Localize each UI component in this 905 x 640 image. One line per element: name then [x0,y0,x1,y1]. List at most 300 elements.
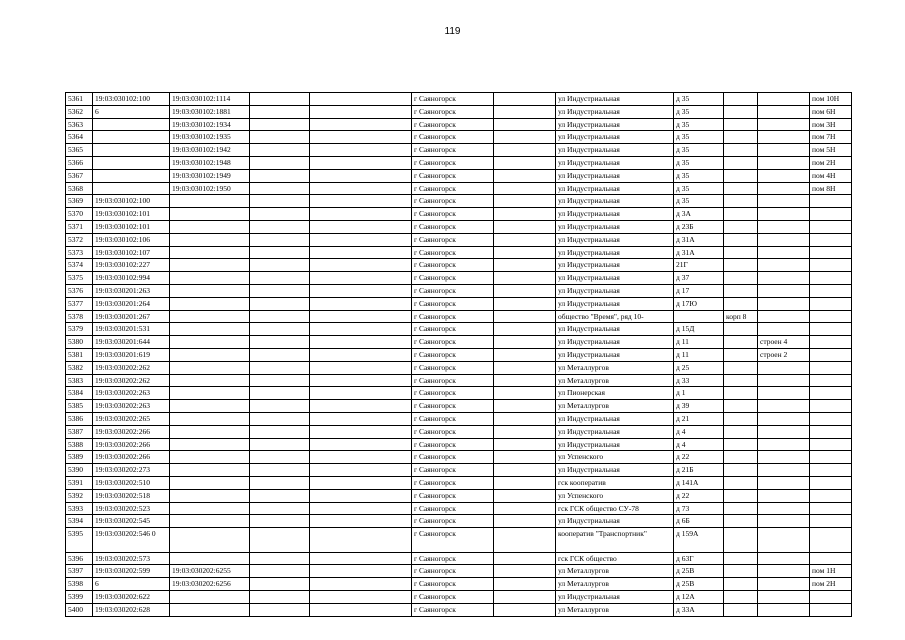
empty-col-c [494,528,556,553]
empty-col-b [310,476,412,489]
building-cell [758,310,810,323]
empty-col-b [310,400,412,413]
cadastral-number-2 [170,425,250,438]
cadastral-number-2: 19:03:030202:6255 [170,565,250,578]
building-cell [758,552,810,565]
city-cell: г Саяногорск [412,169,494,182]
empty-col-b [310,144,412,157]
city-cell: г Саяногорск [412,438,494,451]
property-register-table [65,92,852,617]
row-number: 5373 [66,246,93,259]
room-cell [810,348,852,361]
empty-col-c [494,220,556,233]
cadastral-number-2 [170,310,250,323]
room-cell: пом 3Н [810,118,852,131]
cadastral-number [93,156,170,169]
cadastral-number: 19:03:030102:101 [93,220,170,233]
empty-col-c [494,169,556,182]
korpus-cell [724,552,758,565]
building-cell [758,195,810,208]
house-cell: д 17 [674,284,724,297]
street-cell: ул Индустриальная [556,336,674,349]
korpus-cell [724,297,758,310]
street-cell: ул Пионерская [556,387,674,400]
table-row [66,284,852,297]
empty-col-a [250,515,310,528]
table-row [66,502,852,515]
table-row [66,272,852,285]
empty-col-b [310,591,412,604]
empty-col-c [494,425,556,438]
building-cell [758,131,810,144]
empty-col-a [250,591,310,604]
row-number: 5383 [66,374,93,387]
house-cell: д 159А [674,528,724,553]
building-cell [758,603,810,616]
city-cell: г Саяногорск [412,361,494,374]
room-cell [810,233,852,246]
row-number: 5396 [66,552,93,565]
empty-col-b [310,156,412,169]
cadastral-number-2 [170,528,250,553]
building-cell [758,208,810,221]
row-number: 5385 [66,400,93,413]
table-row [66,552,852,565]
cadastral-number: 19:03:030102:227 [93,259,170,272]
korpus-cell [724,387,758,400]
empty-col-b [310,220,412,233]
korpus-cell [724,489,758,502]
room-cell [810,591,852,604]
table-row [66,182,852,195]
house-cell: д 35 [674,131,724,144]
row-number: 5399 [66,591,93,604]
korpus-cell [724,336,758,349]
cadastral-number-2 [170,464,250,477]
cadastral-number: 19:03:030202:523 [93,502,170,515]
table-row [66,297,852,310]
cadastral-number: 6 [93,105,170,118]
room-cell: пом 8Н [810,182,852,195]
empty-col-c [494,272,556,285]
cadastral-number: 19:03:030102:106 [93,233,170,246]
building-cell [758,515,810,528]
row-number: 5388 [66,438,93,451]
building-cell [758,476,810,489]
house-cell: д 17Ю [674,297,724,310]
building-cell [758,464,810,477]
empty-col-a [250,156,310,169]
cadastral-number: 6 [93,578,170,591]
building-cell [758,246,810,259]
cadastral-number: 19:03:030202:262 [93,361,170,374]
empty-col-b [310,284,412,297]
row-number: 5381 [66,348,93,361]
table-row [66,489,852,502]
street-cell: ул Индустриальная [556,412,674,425]
korpus-cell [724,464,758,477]
cadastral-number [93,169,170,182]
house-cell: д 3А [674,208,724,221]
building-cell [758,438,810,451]
row-number: 5380 [66,336,93,349]
empty-col-c [494,336,556,349]
korpus-cell [724,515,758,528]
cadastral-number-2 [170,348,250,361]
city-cell: г Саяногорск [412,310,494,323]
cadastral-number: 19:03:030201:263 [93,284,170,297]
row-number: 5386 [66,412,93,425]
empty-col-c [494,412,556,425]
empty-col-b [310,195,412,208]
korpus-cell [724,182,758,195]
cadastral-number: 19:03:030202:546 0 [93,528,170,553]
street-cell: ул Индустриальная [556,246,674,259]
korpus-cell [724,208,758,221]
korpus-cell [724,348,758,361]
empty-col-b [310,233,412,246]
house-cell: д 39 [674,400,724,413]
korpus-cell [724,425,758,438]
empty-col-c [494,118,556,131]
empty-col-a [250,425,310,438]
building-cell [758,578,810,591]
row-number: 5391 [66,476,93,489]
empty-col-c [494,259,556,272]
table-row [66,387,852,400]
cadastral-number-2 [170,297,250,310]
empty-col-b [310,246,412,259]
table-row [66,246,852,259]
city-cell: г Саяногорск [412,489,494,502]
house-cell: д 33А [674,603,724,616]
korpus-cell [724,93,758,106]
empty-col-c [494,297,556,310]
empty-col-a [250,374,310,387]
empty-col-c [494,195,556,208]
cadastral-number-2 [170,591,250,604]
cadastral-number-2 [170,603,250,616]
house-cell: д 31А [674,233,724,246]
table-row [66,195,852,208]
street-cell: ул Индустриальная [556,131,674,144]
street-cell: ул Индустриальная [556,144,674,157]
korpus-cell [724,361,758,374]
page-number: 119 [444,26,461,37]
room-cell [810,374,852,387]
empty-col-a [250,195,310,208]
table-row [66,310,852,323]
building-cell [758,156,810,169]
room-cell [810,489,852,502]
korpus-cell [724,412,758,425]
empty-col-c [494,476,556,489]
empty-col-a [250,489,310,502]
house-cell: д 12А [674,591,724,604]
empty-col-a [250,451,310,464]
cadastral-number-2 [170,438,250,451]
empty-col-a [250,464,310,477]
empty-col-b [310,131,412,144]
empty-col-b [310,93,412,106]
cadastral-number: 19:03:030202:510 [93,476,170,489]
room-cell: пом 1Н [810,565,852,578]
empty-col-c [494,323,556,336]
empty-col-b [310,565,412,578]
row-number: 5364 [66,131,93,144]
room-cell [810,502,852,515]
row-number: 5382 [66,361,93,374]
city-cell: г Саяногорск [412,552,494,565]
city-cell: г Саяногорск [412,233,494,246]
cadastral-number-2: 19:03:030102:1114 [170,93,250,106]
korpus-cell [724,591,758,604]
city-cell: г Саяногорск [412,464,494,477]
empty-col-b [310,528,412,553]
table-row [66,144,852,157]
table-row [66,412,852,425]
city-cell: г Саяногорск [412,105,494,118]
empty-col-a [250,93,310,106]
house-cell: д 37 [674,272,724,285]
korpus-cell [724,476,758,489]
house-cell: д 35 [674,182,724,195]
empty-col-a [250,438,310,451]
room-cell [810,272,852,285]
house-cell: д 31А [674,246,724,259]
city-cell: г Саяногорск [412,323,494,336]
empty-col-c [494,515,556,528]
street-cell: ул Металлургов [556,374,674,387]
house-cell: д 25 [674,361,724,374]
building-cell [758,182,810,195]
street-cell: ул Индустриальная [556,515,674,528]
cadastral-number: 19:03:030202:266 [93,451,170,464]
cadastral-number-2 [170,476,250,489]
empty-col-c [494,361,556,374]
korpus-cell [724,565,758,578]
city-cell: г Саяногорск [412,246,494,259]
empty-col-c [494,565,556,578]
city-cell: г Саяногорск [412,272,494,285]
cadastral-number-2 [170,336,250,349]
street-cell: ул Индустриальная [556,93,674,106]
cadastral-number: 19:03:030202:622 [93,591,170,604]
empty-col-b [310,169,412,182]
city-cell: г Саяногорск [412,208,494,221]
cadastral-number: 19:03:030102:994 [93,272,170,285]
city-cell: г Саяногорск [412,297,494,310]
korpus-cell [724,118,758,131]
house-cell: д 6Б [674,515,724,528]
house-cell: д 35 [674,118,724,131]
korpus-cell [724,233,758,246]
building-cell [758,297,810,310]
empty-col-a [250,348,310,361]
building-cell [758,259,810,272]
city-cell: г Саяногорск [412,387,494,400]
room-cell [810,310,852,323]
empty-col-b [310,412,412,425]
cadastral-number: 19:03:030202:518 [93,489,170,502]
room-cell [810,552,852,565]
room-cell [810,528,852,553]
empty-col-a [250,400,310,413]
street-cell: ул Металлургов [556,565,674,578]
empty-col-b [310,515,412,528]
empty-col-a [250,412,310,425]
house-cell: д 35 [674,93,724,106]
cadastral-number: 19:03:030102:107 [93,246,170,259]
street-cell: гск ГСК общество СУ-78 [556,502,674,515]
row-number: 5365 [66,144,93,157]
city-cell: г Саяногорск [412,284,494,297]
cadastral-number-2 [170,195,250,208]
house-cell: д 35 [674,169,724,182]
row-number: 5395 [66,528,93,553]
street-cell: ул Индустриальная [556,220,674,233]
table-row [66,348,852,361]
table-row [66,591,852,604]
table-row [66,425,852,438]
house-cell: д 22 [674,489,724,502]
room-cell: пом 4Н [810,169,852,182]
empty-col-b [310,208,412,221]
room-cell: пом 2Н [810,578,852,591]
empty-col-b [310,361,412,374]
empty-col-a [250,284,310,297]
empty-col-c [494,208,556,221]
empty-col-b [310,451,412,464]
city-cell: г Саяногорск [412,144,494,157]
room-cell [810,387,852,400]
row-number: 5366 [66,156,93,169]
cadastral-number: 19:03:030202:599 [93,565,170,578]
empty-col-c [494,502,556,515]
building-cell [758,93,810,106]
building-cell [758,565,810,578]
street-cell: ул Индустриальная [556,591,674,604]
empty-col-a [250,565,310,578]
street-cell: общество "Время", ряд 10- [556,310,674,323]
cadastral-number-2 [170,489,250,502]
table-row [66,565,852,578]
row-number: 5398 [66,578,93,591]
cadastral-number: 19:03:030202:545 [93,515,170,528]
city-cell: г Саяногорск [412,451,494,464]
table-row [66,259,852,272]
street-cell: кооператив "Транспортник" [556,528,674,553]
cadastral-number-2 [170,502,250,515]
building-cell [758,502,810,515]
cadastral-number [93,182,170,195]
empty-col-a [250,336,310,349]
room-cell [810,515,852,528]
building-cell [758,400,810,413]
cadastral-number: 19:03:030202:628 [93,603,170,616]
empty-col-c [494,578,556,591]
street-cell: ул Успенского [556,489,674,502]
street-cell: гск кооператив [556,476,674,489]
empty-col-a [250,552,310,565]
cadastral-number-2 [170,361,250,374]
house-cell: д 35 [674,144,724,157]
building-cell: строен 4 [758,336,810,349]
street-cell: ул Индустриальная [556,425,674,438]
cadastral-number: 19:03:030202:263 [93,400,170,413]
korpus-cell [724,502,758,515]
cadastral-number [93,118,170,131]
street-cell: ул Индустриальная [556,464,674,477]
city-cell: г Саяногорск [412,259,494,272]
row-number: 5363 [66,118,93,131]
city-cell: г Саяногорск [412,565,494,578]
building-cell: строен 2 [758,348,810,361]
empty-col-a [250,297,310,310]
korpus-cell [724,323,758,336]
room-cell [810,438,852,451]
table-row [66,438,852,451]
cadastral-number: 19:03:030202:263 [93,387,170,400]
korpus-cell [724,246,758,259]
building-cell [758,489,810,502]
empty-col-c [494,552,556,565]
house-cell: д 21 [674,412,724,425]
house-cell [674,310,724,323]
empty-col-c [494,182,556,195]
street-cell: ул Индустриальная [556,169,674,182]
empty-col-b [310,297,412,310]
korpus-cell [724,272,758,285]
cadastral-number-2 [170,552,250,565]
building-cell [758,220,810,233]
street-cell: ул Индустриальная [556,118,674,131]
table-row [66,233,852,246]
empty-col-c [494,591,556,604]
house-cell: д 63Г [674,552,724,565]
row-number: 5387 [66,425,93,438]
table-row [66,131,852,144]
building-cell [758,374,810,387]
empty-col-c [494,374,556,387]
cadastral-number: 19:03:030202:265 [93,412,170,425]
house-cell: д 73 [674,502,724,515]
row-number: 5390 [66,464,93,477]
city-cell: г Саяногорск [412,412,494,425]
building-cell [758,169,810,182]
street-cell: ул Металлургов [556,400,674,413]
row-number: 5371 [66,220,93,233]
house-cell: д 35 [674,195,724,208]
city-cell: г Саяногорск [412,476,494,489]
cadastral-number: 19:03:030202:573 [93,552,170,565]
room-cell [810,220,852,233]
row-number: 5379 [66,323,93,336]
korpus-cell [724,195,758,208]
cadastral-number: 19:03:030202:266 [93,438,170,451]
cadastral-number: 19:03:030201:264 [93,297,170,310]
row-number: 5377 [66,297,93,310]
empty-col-c [494,233,556,246]
empty-col-c [494,400,556,413]
cadastral-number [93,131,170,144]
empty-col-b [310,105,412,118]
korpus-cell [724,105,758,118]
city-cell: г Саяногорск [412,182,494,195]
street-cell: ул Металлургов [556,603,674,616]
empty-col-c [494,438,556,451]
city-cell: г Саяногорск [412,93,494,106]
